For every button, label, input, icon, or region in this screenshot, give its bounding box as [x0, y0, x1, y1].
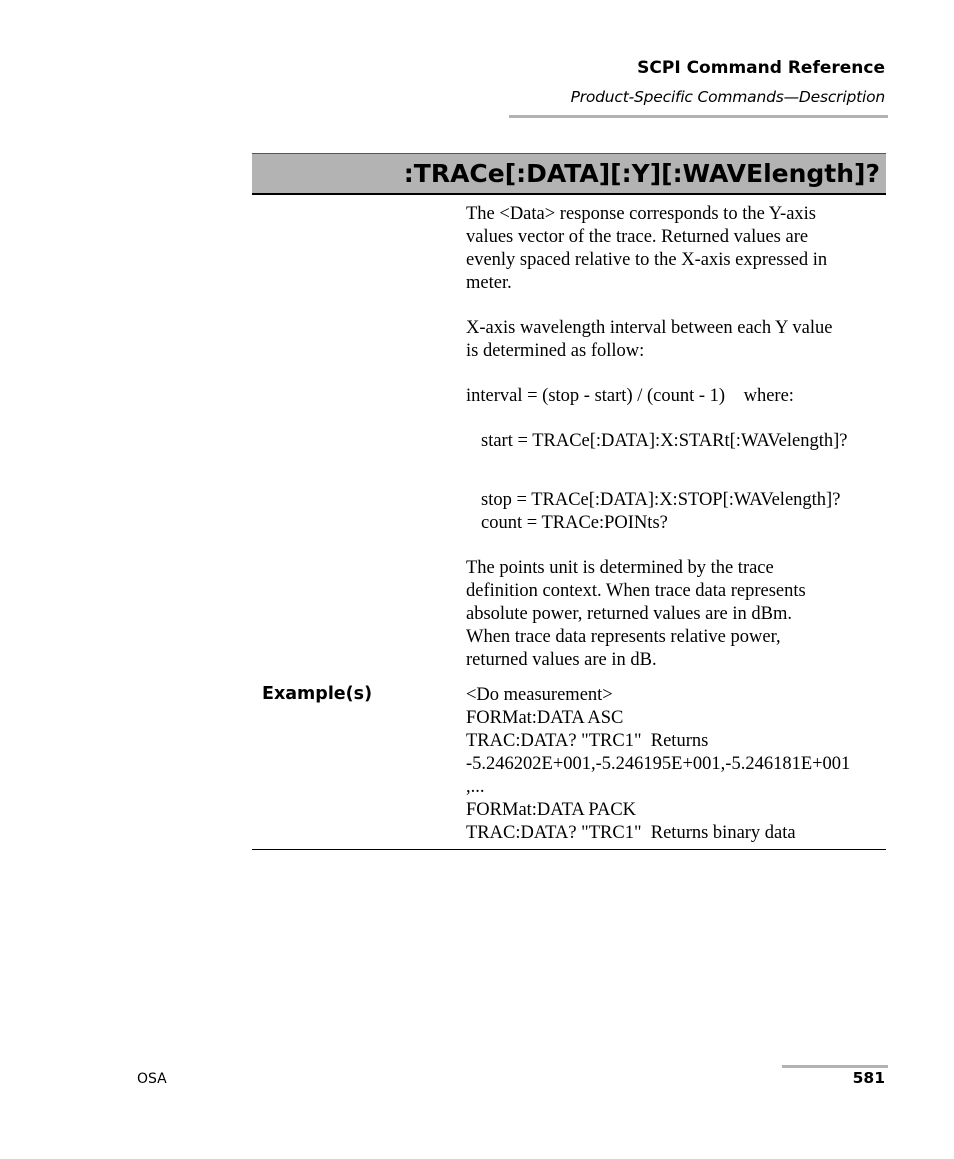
footer-rule	[782, 1065, 888, 1068]
command-title: :TRACe[:DATA][:Y][:WAVElength]?	[403, 159, 880, 188]
example-line: FORMat:DATA ASC	[466, 708, 624, 728]
footer-page-number: 581	[852, 1069, 885, 1087]
footer-product: OSA	[137, 1071, 167, 1087]
text-line: meter.	[466, 273, 512, 293]
text-line: interval = (stop - start) / (count - 1) where:	[466, 386, 794, 406]
example-line: FORMat:DATA PACK	[466, 800, 637, 820]
text-line: X-axis wavelength interval between each Y value	[466, 318, 833, 338]
text-line: count = TRACe:POINts?	[481, 513, 668, 533]
text-line: When trace data represents relative power,	[466, 627, 781, 647]
header-title: SCPI Command Reference	[637, 58, 885, 78]
stop-count-formula	[481, 489, 901, 535]
example-line: -5.246202E+001,-5.246195E+001,-5.246181E+001	[466, 754, 851, 774]
text-line: absolute power, returned values are in dBm.	[466, 604, 792, 624]
example-line: <Do measurement>	[466, 685, 613, 705]
text-line: evenly spaced relative to the X-axis expressed in	[466, 250, 828, 270]
interval-formula	[466, 385, 886, 408]
text-line: The <Data> response corresponds to the Y-axis	[466, 204, 817, 224]
example-line: TRAC:DATA? "TRC1" Returns binary data	[466, 823, 796, 843]
section-bottom-rule	[252, 849, 886, 850]
text-line: returned values are in dB.	[466, 650, 657, 670]
text-line: values vector of the trace. Returned values are	[466, 227, 809, 247]
description-para-1	[466, 203, 886, 295]
text-line: definition context. When trace data represents	[466, 581, 806, 601]
text-line: is determined as follow:	[466, 341, 645, 361]
description-para-6	[466, 557, 886, 672]
example-label: Example(s)	[262, 684, 373, 704]
command-bar	[252, 153, 886, 195]
example-body	[466, 684, 886, 845]
text-line: The points unit is determined by the trace	[466, 558, 774, 578]
header-subtitle: Product-Specific Commands—Description	[570, 88, 885, 106]
description-para-2	[466, 317, 886, 363]
example-line: TRAC:DATA? "TRC1" Returns	[466, 731, 709, 751]
header-rule	[509, 115, 888, 118]
text-line: start = TRACe[:DATA]:X:STARt[:WAVelength]?	[481, 431, 848, 451]
text-line: stop = TRACe[:DATA]:X:STOP[:WAVelength]?	[481, 490, 841, 510]
example-line: ,...	[466, 777, 485, 797]
start-formula	[481, 430, 901, 453]
